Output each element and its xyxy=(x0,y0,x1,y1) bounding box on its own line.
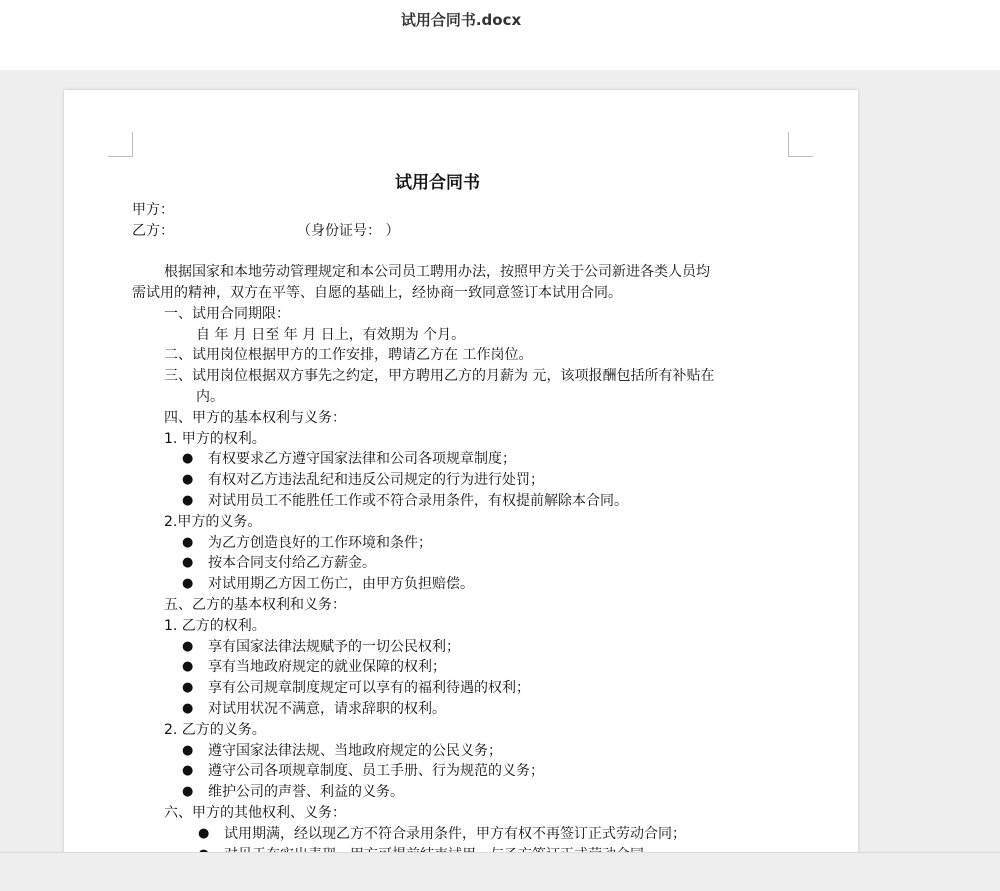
bullet-icon: ● xyxy=(182,639,194,654)
list-item: 享有公司规章制度规定可以享有的福利待遇的权利； xyxy=(208,680,530,696)
section-5-1-heading: 1. 乙方的权利。 xyxy=(164,618,266,634)
section-4-heading: 四、甲方的基本权利与义务： xyxy=(164,410,346,426)
document-page xyxy=(64,90,858,880)
section-4-1-heading: 1. 甲方的权利。 xyxy=(164,431,266,447)
list-item: 遵守公司各项规章制度、员工手册、行为规范的义务； xyxy=(208,763,544,779)
list-item: 为乙方创造良好的工作环境和条件； xyxy=(208,535,432,551)
title-bar xyxy=(0,0,1000,70)
bottom-bar xyxy=(0,852,1000,891)
bullet-icon: ● xyxy=(182,701,194,716)
bullet-icon: ● xyxy=(182,451,194,466)
bullet-icon: ● xyxy=(182,555,194,570)
bullet-icon: ● xyxy=(182,680,194,695)
section-1-detail: 自 年 月 日至 年 月 日上，有效期为 个月。 xyxy=(196,327,466,343)
section-5-2-heading: 2. 乙方的义务。 xyxy=(164,722,266,738)
section-2: 二、试用岗位根据甲方的工作安排，聘请乙方在 工作岗位。 xyxy=(164,347,533,363)
list-item: 对试用员工不能胜任工作或不符合录用条件，有权提前解除本合同。 xyxy=(208,493,628,509)
margin-corner-top-left xyxy=(108,132,133,157)
section-5-heading: 五、乙方的基本权利和义务： xyxy=(164,597,346,613)
party-a-line: 甲方： xyxy=(132,202,174,218)
bullet-icon: ● xyxy=(182,576,194,591)
bullet-icon: ● xyxy=(182,472,194,487)
document-title: 试用合同书 xyxy=(395,173,480,193)
list-item: 试用期满，经以现乙方不符合录用条件，甲方有权不再签订正式劳动合同； xyxy=(224,826,686,842)
list-item: 按本合同支付给乙方薪金。 xyxy=(208,555,376,571)
list-item: 维护公司的声誉、利益的义务。 xyxy=(208,784,404,800)
party-b-line: 乙方： xyxy=(132,223,174,239)
bullet-icon: ● xyxy=(182,743,194,758)
list-item: 享有国家法律法规赋予的一切公民权利； xyxy=(208,639,460,655)
intro-paragraph-line2: 需试用的精神，双方在平等、自愿的基础上，经协商一致同意签订本试用合同。 xyxy=(132,285,622,301)
bullet-icon: ● xyxy=(198,826,210,841)
bullet-icon: ● xyxy=(182,493,194,508)
bullet-icon: ● xyxy=(182,659,194,674)
list-item: 对试用期乙方因工伤亡，由甲方负担赔偿。 xyxy=(208,576,474,592)
bullet-icon: ● xyxy=(182,784,194,799)
document-viewer[interactable] xyxy=(0,70,1000,890)
party-b-id: （身份证号： ） xyxy=(297,223,400,239)
bullet-icon: ● xyxy=(182,763,194,778)
file-title: 试用合同书.docx xyxy=(400,11,522,29)
bullet-icon: ● xyxy=(182,535,194,550)
list-item: 有权要求乙方遵守国家法律和公司各项规章制度； xyxy=(208,451,516,467)
section-1-heading: 一、试用合同期限： xyxy=(164,306,290,322)
list-item: 有权对乙方违法乱纪和违反公司规定的行为进行处罚； xyxy=(208,472,544,488)
intro-paragraph-line1: 根据国家和本地劳动管理规定和本公司员工聘用办法，按照甲方关于公司新进各类人员均 xyxy=(164,264,710,280)
list-item: 遵守国家法律法规、当地政府规定的公民义务； xyxy=(208,743,502,759)
list-item: 享有当地政府规定的就业保障的权利； xyxy=(208,659,446,675)
margin-corner-top-right xyxy=(788,132,813,157)
list-item: 对试用状况不满意，请求辞职的权利。 xyxy=(208,701,446,717)
section-3-line1: 三、试用岗位根据双方事先之约定，甲方聘用乙方的月薪为 元，该项报酬包括所有补贴在 xyxy=(164,368,715,384)
section-4-2-heading: 2.甲方的义务。 xyxy=(164,514,262,530)
section-6-heading: 六、甲方的其他权利、义务： xyxy=(164,805,346,821)
section-3-line2: 内。 xyxy=(196,389,224,405)
